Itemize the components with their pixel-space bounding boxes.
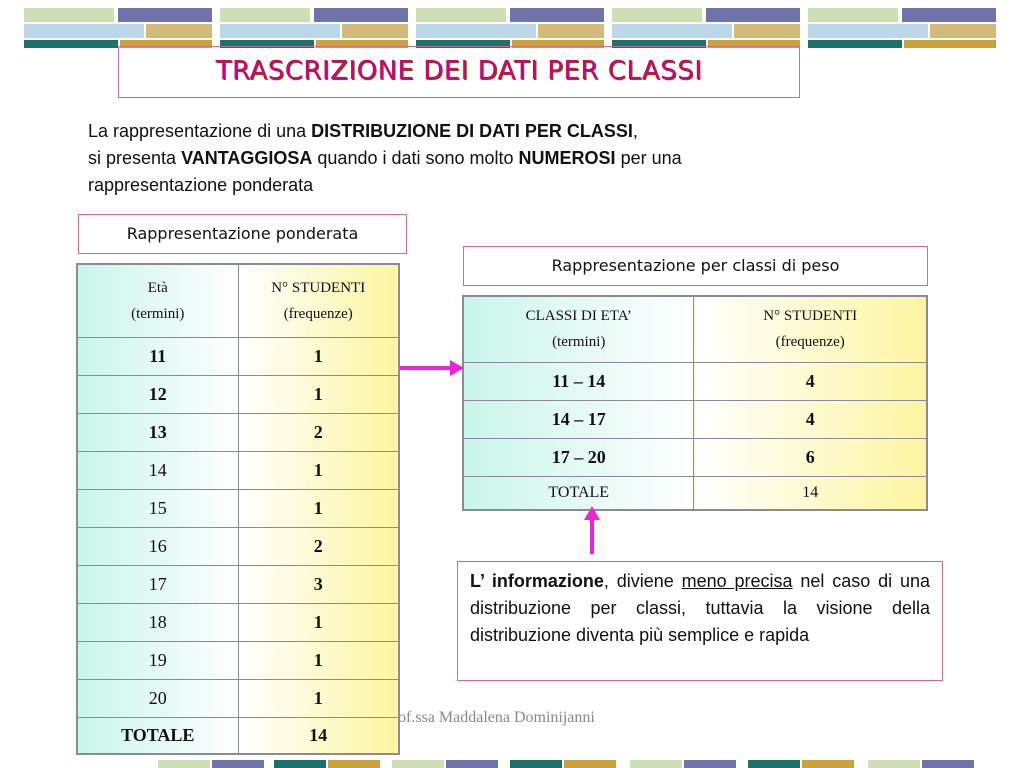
age-cell: 15 [77, 489, 238, 527]
count-cell: 1 [238, 679, 399, 717]
age-cell: 19 [77, 641, 238, 679]
count-cell: 1 [238, 603, 399, 641]
intro-text: , [632, 121, 638, 141]
intro-paragraph [88, 118, 868, 199]
right-arrow-icon [398, 356, 468, 380]
count-cell: 2 [238, 527, 399, 565]
total-label-cell: TOTALE [77, 717, 238, 754]
table-row [463, 438, 927, 476]
right-table-label-text: Rappresentazione per classi di peso [551, 256, 840, 275]
table-header-row [463, 296, 927, 362]
class-cell: 17 – 20 [463, 438, 694, 476]
table-header-row [77, 264, 399, 337]
info-text: nel caso di una distribuzione per classi, tuttavia la visione della distribuzione diventa più semplice e rapida [470, 571, 931, 645]
table-row [77, 375, 399, 413]
count-cell: 6 [694, 438, 927, 476]
header-cell-students: N° STUDENTI (frequenze) [694, 296, 927, 362]
table-total-row [463, 476, 927, 510]
table-row [463, 400, 927, 438]
count-cell: 4 [694, 362, 927, 400]
table-row [77, 413, 399, 451]
intro-bold: VANTAGGIOSA [181, 148, 313, 168]
header-cell-age: Età (termini) [77, 264, 238, 337]
title-box [118, 46, 800, 98]
intro-text: La rappresentazione di una [88, 121, 312, 141]
info-bold: L’ informazione [470, 571, 604, 591]
header-cell-students: N° STUDENTI (frequenze) [238, 264, 399, 337]
total-value-cell: 14 [694, 476, 927, 510]
table-row [77, 679, 399, 717]
table-row [77, 565, 399, 603]
count-cell: 1 [238, 641, 399, 679]
deco-block [612, 8, 800, 48]
header-cell-class: CLASSI DI ETA’ (termini) [463, 296, 694, 362]
count-cell: 1 [238, 337, 399, 375]
age-cell: 20 [77, 679, 238, 717]
count-cell: 2 [238, 413, 399, 451]
class-cell: 11 – 14 [463, 362, 694, 400]
left-table-label-text: Rappresentazione ponderata [126, 224, 359, 243]
count-cell: 1 [238, 489, 399, 527]
ponderata-table [76, 263, 400, 755]
intro-text: per una [615, 148, 682, 168]
age-cell: 14 [77, 451, 238, 489]
table-total-row [77, 717, 399, 754]
age-cell: 11 [77, 337, 238, 375]
deco-block [220, 8, 408, 48]
table-row [77, 603, 399, 641]
page-title: TRASCRIZIONE DEI DATI PER CLASSI [215, 56, 703, 86]
total-label-cell: TOTALE [463, 476, 694, 510]
total-value-cell: 14 [238, 717, 399, 754]
left-table-label [78, 214, 407, 254]
count-cell: 4 [694, 400, 927, 438]
table-row [77, 337, 399, 375]
age-cell: 13 [77, 413, 238, 451]
intro-bold: DISTRIBUZIONE DI DATI PER CLASSI [311, 121, 633, 141]
right-table-label [463, 246, 928, 286]
age-cell: 12 [77, 375, 238, 413]
table-row [77, 641, 399, 679]
up-arrow-icon [580, 504, 604, 556]
age-cell: 16 [77, 527, 238, 565]
intro-bold: NUMEROSI [518, 148, 616, 168]
intro-text: quando i dati sono molto [312, 148, 519, 168]
count-cell: 1 [238, 451, 399, 489]
intro-text: si presenta [88, 148, 182, 168]
class-cell: 14 – 17 [463, 400, 694, 438]
count-cell: 3 [238, 565, 399, 603]
table-row [463, 362, 927, 400]
footer-author: of.ssa Maddalena Dominijanni [398, 709, 595, 726]
deco-block [24, 8, 212, 48]
count-cell: 1 [238, 375, 399, 413]
table-row [77, 527, 399, 565]
info-box [457, 561, 943, 681]
info-underline: meno precisa [681, 571, 793, 591]
deco-block [416, 8, 604, 48]
deco-block [808, 8, 996, 48]
table-row [77, 451, 399, 489]
age-cell: 17 [77, 565, 238, 603]
age-cell: 18 [77, 603, 238, 641]
classi-table [462, 295, 928, 511]
info-text: , diviene [603, 571, 682, 591]
intro-text: rappresentazione ponderata [88, 175, 314, 195]
table-row [77, 489, 399, 527]
